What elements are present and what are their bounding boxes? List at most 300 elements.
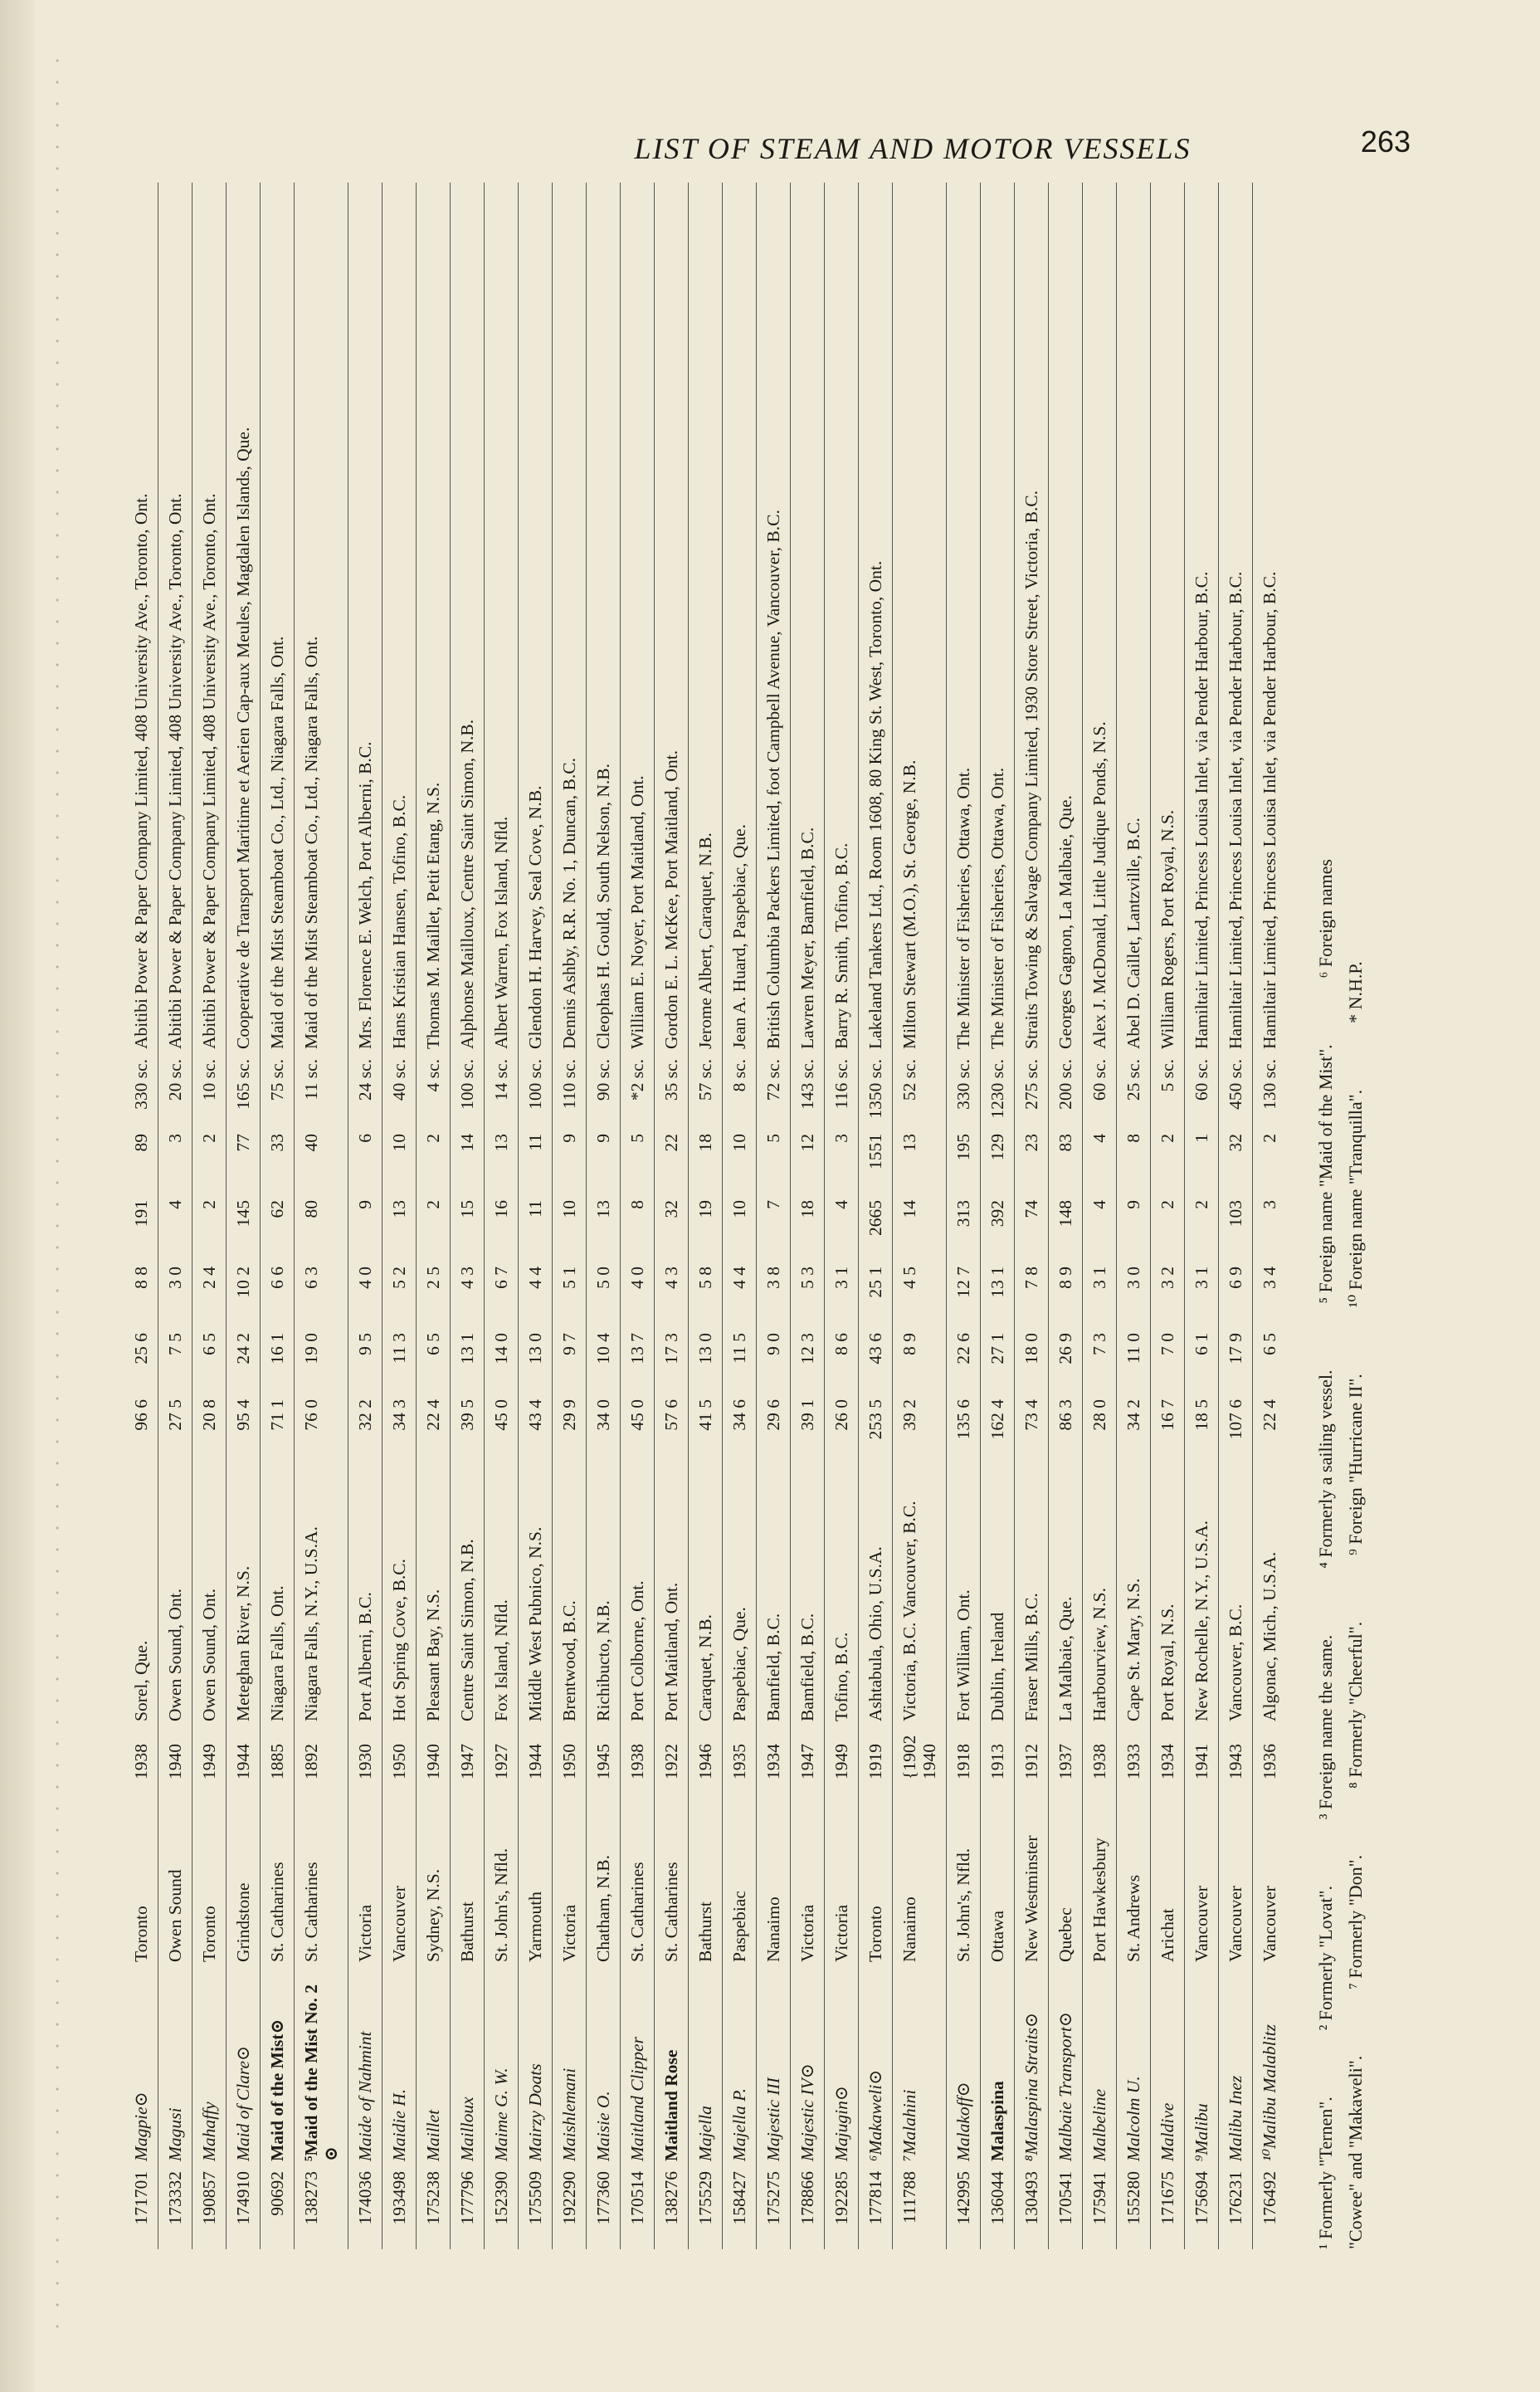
vessel-row [1015,183,1049,2249]
gross-tonnage: 313 [953,1200,973,1228]
vessel-row [689,183,723,2249]
registered-tonnage: 1 [1192,1134,1211,1143]
breadth: 17 3 [661,1333,681,1364]
depth: 12 7 [953,1267,973,1298]
owner: Cleophas H. Gould, South Nelson, N.B. [593,764,613,1049]
place-built: Port Alberni, B.C. [355,1592,375,1721]
breadth: 9 0 [763,1333,783,1355]
gross-tonnage: 62 [267,1200,287,1218]
horse-power: 100 sc. [457,1059,477,1110]
vessel-name: Maisie O. [593,2091,613,2161]
footnote: ⁹ Foreign "Hurricane II". [1345,1374,1366,1555]
length: 57 6 [661,1399,681,1431]
breadth: 13 0 [695,1333,715,1364]
port-of-registry: Ottawa [987,1910,1007,1962]
port-of-registry: Toronto [865,1906,885,1962]
port-of-registry: Bathurst [695,1901,715,1962]
vessel-row [1049,183,1083,2249]
gross-tonnage: 148 [1055,1200,1075,1228]
vessel-name: ⁷Malahini [899,2089,919,2161]
registered-tonnage: 129 [987,1134,1007,1161]
gross-tonnage: 18 [797,1200,817,1218]
owner: Abitibi Power & Paper Company Limited, 408 University Ave., Toronto, Ont. [165,493,185,1049]
depth: 4 3 [661,1267,681,1289]
length: 45 0 [627,1399,647,1431]
horse-power: 10 sc. [199,1059,219,1101]
footnote: ¹⁰ Foreign name "Tranquilla". [1345,1089,1366,1308]
breadth: 24 2 [233,1333,253,1364]
horse-power: 116 sc. [831,1059,851,1110]
registered-tonnage: 23 [1021,1134,1041,1152]
registered-tonnage: 14 [457,1134,477,1152]
vessel-number: 177814 [865,2171,885,2225]
vessel-number: 171701 [131,2171,151,2225]
length: 18 5 [1192,1399,1211,1431]
depth: 6 3 [301,1267,321,1289]
vessel-row [893,183,947,2249]
place-built: Caraquet, N.B. [695,1614,715,1721]
perforation-dots [55,50,60,2341]
gross-tonnage: 19 [695,1200,715,1218]
vessel-name: ⁸Malaspina Straits⊙ [1021,2013,1041,2161]
length: 16 7 [1157,1399,1177,1431]
registered-tonnage: 5 [627,1134,647,1143]
vessel-row [553,183,587,2249]
vessel-number: 174036 [355,2171,375,2225]
registered-tonnage: 8 [1123,1134,1143,1143]
depth: 6 9 [1226,1267,1245,1289]
length: 32 2 [355,1399,375,1431]
vessel-number: 138276 [661,2171,681,2225]
length: 107 6 [1226,1399,1245,1440]
year-built: 1938 [627,1744,647,1779]
place-built: Port Royal, N.S. [1157,1604,1177,1721]
vessel-row [485,183,519,2249]
place-built: Brentwood, B.C. [559,1600,579,1721]
port-of-registry: Vancouver [1192,1886,1211,1962]
year-built: 1949 [831,1744,851,1779]
vessel-row [519,183,553,2249]
vessel-name: ⁹Malibu [1192,2103,1211,2161]
year-built: 1930 [355,1744,375,1779]
port-of-registry: St. Catharines [301,1862,321,1962]
vessel-row [261,183,295,2249]
place-built: Ashtabula, Ohio, U.S.A. [865,1546,885,1721]
footnote: "Cowee" and "Makaweli". [1345,2055,1366,2249]
gross-tonnage: 13 [593,1200,613,1218]
vessel-row [192,183,227,2249]
year-built: 1950 [389,1744,409,1779]
depth: 5 2 [389,1267,409,1289]
horse-power: 165 sc. [233,1059,253,1110]
registered-tonnage: 195 [953,1134,973,1161]
horse-power: 60 sc. [1192,1059,1211,1101]
vessel-number: 136044 [987,2171,1007,2225]
place-built: Meteghan River, N.S. [233,1565,253,1721]
vessel-name: Majella [695,2106,715,2161]
length: 95 4 [233,1399,253,1431]
breadth: 11 3 [389,1333,409,1364]
gross-tonnage: 10 [559,1200,579,1218]
place-built: Owen Sound, Ont. [199,1588,219,1721]
vessel-number: 138273 [301,2171,321,2225]
year-built: 1913 [987,1744,1007,1779]
owner: British Columbia Packers Limited, foot Campbell Avenue, Vancouver, B.C. [763,510,783,1049]
gross-tonnage: 32 [661,1200,681,1218]
owner: Dennis Ashby, R.R. No. 1, Duncan, B.C. [559,758,579,1049]
horse-power: 1230 sc. [987,1059,1007,1119]
owner: Alphonse Mailloux, Centre Saint Simon, N.B. [457,719,477,1049]
owner: Hamiltair Limited, Princess Louisa Inlet, via Pender Harbour, B.C. [1260,571,1279,1049]
year-built: 1940 [165,1744,185,1779]
port-of-registry: Quebec [1055,1907,1075,1962]
length: 29 6 [763,1399,783,1431]
registered-tonnage: 18 [695,1134,715,1152]
gross-tonnage: 191 [131,1200,151,1228]
registered-tonnage: 13 [899,1134,919,1152]
footnote: ² Formerly "Lovat". [1315,1886,1336,2031]
depth: 10 2 [233,1267,253,1298]
place-built: Fox Island, Nfld. [491,1599,511,1721]
length: 27 5 [165,1399,185,1431]
vessels-table [124,183,1286,2249]
gross-tonnage: 9 [1123,1200,1143,1209]
breadth: 9 7 [559,1333,579,1355]
length: 73 4 [1021,1399,1041,1431]
horse-power: 200 sc. [1055,1059,1075,1110]
length: 96 6 [131,1399,151,1431]
vessel-row [1219,183,1253,2249]
port-of-registry: St. John's, Nfld. [491,1848,511,1962]
gross-tonnage: 11 [525,1200,545,1218]
breadth: 18 0 [1021,1333,1041,1364]
vessel-number: 175694 [1192,2171,1211,2225]
vessel-row [1117,183,1151,2249]
year-built: 1919 [865,1744,885,1779]
length: 34 2 [1123,1399,1143,1431]
vessel-name: Maillet [423,2109,443,2161]
length: 43 4 [525,1399,545,1431]
horse-power: 35 sc. [661,1059,681,1101]
horse-power: 8 sc. [729,1059,749,1092]
footnote: ⁴ Formerly a sailing vessel. [1315,1369,1336,1569]
footnote-line-1 [1311,859,1341,2249]
page-header [415,124,1411,174]
registered-tonnage: 83 [1055,1134,1075,1152]
gross-tonnage: 15 [457,1200,477,1218]
port-of-registry: Toronto [131,1906,151,1962]
port-of-registry: Arichat [1157,1908,1177,1962]
horse-power: 52 sc. [899,1059,919,1101]
vessel-name: Maidie H. [389,2088,409,2161]
depth: 2 5 [423,1267,443,1289]
horse-power: 275 sc. [1021,1059,1041,1110]
year-built: 1945 [593,1744,613,1779]
registered-tonnage: 5 [763,1134,783,1143]
owner: Lakeland Tankers Ltd., Room 1608, 80 King St. West, Toronto, Ont. [865,560,885,1049]
year-built: 1885 [267,1744,287,1779]
owner: Barry R. Smith, Tofino, B.C. [831,842,851,1049]
year-built: 1937 [1055,1744,1075,1779]
registered-tonnage: 32 [1226,1134,1245,1152]
owner: Cooperative de Transport Maritime et Aerien Cap-aux Meules, Magdalen Islands, Que. [233,427,253,1049]
breadth: 11 5 [729,1333,749,1364]
depth: 13 1 [987,1267,1007,1298]
registered-tonnage: 9 [593,1134,613,1143]
owner: Glendon H. Harvey, Seal Cove, N.B. [525,785,545,1049]
year-built: 1947 [457,1744,477,1779]
page-number: 263 [1360,124,1411,159]
vessel-number: 170514 [627,2171,647,2225]
depth: 2 4 [199,1267,219,1289]
horse-power: 57 sc. [695,1059,715,1101]
vessel-name: Maid of Clare⊙ [233,2045,253,2161]
vessel-number: 111788 [899,2171,919,2224]
length: 253 5 [865,1399,885,1440]
year-built: 1950 [559,1744,579,1779]
place-built: Tofino, B.C. [831,1632,851,1721]
registered-tonnage: 6 [355,1134,375,1143]
vessel-number: 178866 [797,2171,817,2225]
breadth: 26 9 [1055,1333,1075,1364]
horse-power: 75 sc. [267,1059,287,1101]
depth: 3 1 [1192,1267,1211,1289]
place-built: Fraser Mills, B.C. [1021,1593,1041,1721]
registered-tonnage: 89 [131,1134,151,1152]
year-built: 1938 [1089,1744,1109,1779]
registered-tonnage: 4 [1089,1134,1109,1143]
breadth: 13 7 [627,1333,647,1364]
place-built: Niagara Falls, N.Y., U.S.A. [301,1526,321,1721]
place-built: Richibucto, N.B. [593,1600,613,1721]
vessel-name: Maishlemani [559,2067,579,2161]
horse-power: 110 sc. [559,1059,579,1110]
place-built: Fort William, Ont. [953,1589,973,1721]
length: 22 4 [1260,1399,1279,1431]
depth: 4 4 [729,1267,749,1289]
vessel-number: 177796 [457,2171,477,2225]
vessel-row [655,183,689,2249]
length: 29 9 [559,1399,579,1431]
breadth: 10 4 [593,1333,613,1364]
port-of-registry: Owen Sound [165,1869,185,1962]
year-built: 1943 [1226,1744,1245,1779]
horse-power: 20 sc. [165,1059,185,1101]
vessel-number: 176231 [1226,2171,1245,2225]
port-of-registry: Chatham, N.B. [593,1855,613,1962]
vessel-name: Mailloux [457,2097,477,2161]
registered-tonnage: 77 [233,1134,253,1152]
port-of-registry: Bathurst [457,1901,477,1962]
vessel-name: Magpie⊙ [131,2092,151,2161]
port-of-registry: Victoria [797,1904,817,1962]
gross-tonnage: 3 [1260,1200,1279,1209]
depth: 3 0 [1123,1267,1143,1289]
place-built: Vancouver, B.C. [1226,1604,1245,1721]
length: 39 5 [457,1399,477,1431]
gross-tonnage: 392 [987,1200,1007,1228]
page-binding [0,0,35,2392]
depth: 3 0 [165,1267,185,1289]
vessel-row [1151,183,1185,2249]
vessel-table-body [124,183,1286,2249]
place-built: Middle West Pubnico, N.S. [525,1526,545,1721]
depth: 7 8 [1021,1267,1041,1289]
registered-tonnage: 1551 [865,1134,885,1169]
owner: Alex J. McDonald, Little Judique Ponds, N.S. [1089,721,1109,1049]
port-of-registry: Port Hawkesbury [1089,1838,1109,1962]
vessel-name: Majestic IV⊙ [797,2063,817,2161]
horse-power: 11 sc. [301,1059,321,1101]
length: 26 0 [831,1399,851,1431]
depth: 3 8 [763,1267,783,1289]
depth: 5 1 [559,1267,579,1289]
year-built: 1912 [1021,1744,1041,1779]
year-built: {1902 1940 [899,1735,939,1779]
vessel-row [383,183,417,2249]
year-built: 1927 [491,1744,511,1779]
registered-tonnage: 2 [423,1134,443,1143]
vessel-number: 192290 [559,2171,579,2225]
vessel-number: 192285 [831,2171,851,2225]
place-built: Cape St. Mary, N.S. [1123,1578,1143,1721]
breadth: 14 0 [491,1333,511,1364]
vessel-row [791,183,825,2249]
depth: 5 0 [593,1267,613,1289]
owner: Lawren Meyer, Bamfield, B.C. [797,827,817,1049]
breadth: 6 1 [1192,1333,1211,1355]
port-of-registry: Vancouver [1226,1886,1245,1962]
breadth: 7 5 [165,1333,185,1355]
port-of-registry: Victoria [559,1904,579,1962]
place-built: Dublin, Ireland [987,1612,1007,1721]
vessel-row [947,183,981,2249]
port-of-registry: Nanaimo [763,1897,783,1962]
vessel-number: 130493 [1021,2171,1041,2225]
length: 71 1 [267,1399,287,1431]
registered-tonnage: 10 [389,1134,409,1152]
vessel-name: Malaspina [987,2081,1007,2161]
length: 41 5 [695,1399,715,1431]
vessel-name: Maime G. W. [491,2067,511,2161]
vessel-row [295,183,348,2249]
registered-tonnage: 13 [491,1134,511,1152]
vessel-row [158,183,192,2249]
depth: 4 5 [899,1267,919,1289]
breadth: 9 5 [355,1333,375,1355]
vessel-name: Maitland Clipper [627,2037,647,2161]
year-built: 1934 [763,1744,783,1779]
registered-tonnage: 22 [661,1134,681,1152]
horse-power: 14 sc. [491,1059,511,1101]
place-built: Bamfield, B.C. [763,1613,783,1721]
registered-tonnage: 10 [729,1134,749,1152]
place-built: La Malbaie, Que. [1055,1596,1075,1721]
vessel-name: Majella P. [729,2088,749,2161]
owner: Maid of the Mist Steamboat Co., Ltd., Niagara Falls, Ont. [267,636,287,1049]
length: 20 8 [199,1399,219,1431]
length: 34 6 [729,1399,749,1431]
year-built: 1949 [199,1744,219,1779]
year-built: 1936 [1260,1744,1279,1779]
breadth: 27 1 [987,1333,1007,1364]
vessel-name: Maid of the Mist⊙ [267,2019,287,2161]
owner: William Rogers, Port Royal, N.S. [1157,809,1177,1049]
gross-tonnage: 2 [199,1200,219,1209]
vessel-row [825,183,859,2249]
breadth: 13 1 [457,1333,477,1364]
vessel-number: 171675 [1157,2171,1177,2225]
vessel-row [1083,183,1117,2249]
port-of-registry: Nanaimo [899,1897,919,1962]
vessel-row [981,183,1015,2249]
place-built: Harbourview, N.S. [1089,1587,1109,1721]
breadth: 22 6 [953,1333,973,1364]
depth: 5 8 [695,1267,715,1289]
year-built: 1940 [423,1744,443,1779]
port-of-registry: St. Catharines [267,1862,287,1962]
owner: Straits Towing & Salvage Company Limited, 1930 Store Street, Victoria, B.C. [1021,491,1041,1049]
vessel-name: Mairzy Doats [525,2063,545,2161]
gross-tonnage: 2 [1157,1200,1177,1209]
horse-power: 100 sc. [525,1059,545,1110]
depth: 3 1 [1089,1267,1109,1289]
gross-tonnage: 74 [1021,1200,1041,1218]
vessel-number: 175941 [1089,2171,1109,2225]
depth: 8 9 [1055,1267,1075,1289]
vessel-name: Majugin⊙ [831,2086,851,2161]
breadth: 16 1 [267,1333,287,1364]
vessel-row [417,183,451,2249]
vessel-name: Maldive [1157,2102,1177,2161]
depth: 25 1 [865,1267,885,1298]
vessel-row [348,183,383,2249]
port-of-registry: Yarmouth [525,1891,545,1962]
port-of-registry: Sydney, N.S. [423,1868,443,1962]
port-of-registry: Victoria [355,1904,375,1962]
breadth: 11 0 [1123,1333,1143,1364]
registered-tonnage: 3 [165,1134,185,1143]
gross-tonnage: 103 [1226,1200,1245,1228]
horse-power: 130 sc. [1260,1059,1279,1110]
vessel-number: 193498 [389,2171,409,2225]
horse-power: *2 sc. [627,1059,647,1101]
port-of-registry: St. Andrews [1123,1874,1143,1962]
place-built: Paspebiac, Que. [729,1607,749,1721]
gross-tonnage: 2665 [865,1200,885,1236]
breadth: 43 6 [865,1333,885,1364]
registered-tonnage: 2 [1260,1134,1279,1143]
vessel-name: Maide of Nahmint [355,2031,375,2161]
owner: Abel D. Caillet, Lantzville, B.C. [1123,818,1143,1049]
place-built: Hot Spring Cove, B.C. [389,1559,409,1721]
footnote: ⁷ Formerly "Don". [1345,1854,1366,1989]
registered-tonnage: 3 [831,1134,851,1143]
depth: 6 7 [491,1267,511,1289]
vessel-row [451,183,485,2249]
length: 34 0 [593,1399,613,1431]
vessel-number: 175509 [525,2171,545,2225]
depth: 3 2 [1157,1267,1177,1289]
breadth: 17 9 [1226,1333,1245,1364]
place-built: Niagara Falls, Ont. [267,1585,287,1721]
year-built: 1941 [1192,1744,1211,1779]
port-of-registry: Vancouver [389,1886,409,1962]
year-built: 1933 [1123,1744,1143,1779]
owner: The Minister of Fisheries, Ottawa, Ont. [953,767,973,1049]
port-of-registry: Toronto [199,1906,219,1962]
gross-tonnage: 2 [1192,1200,1211,1209]
